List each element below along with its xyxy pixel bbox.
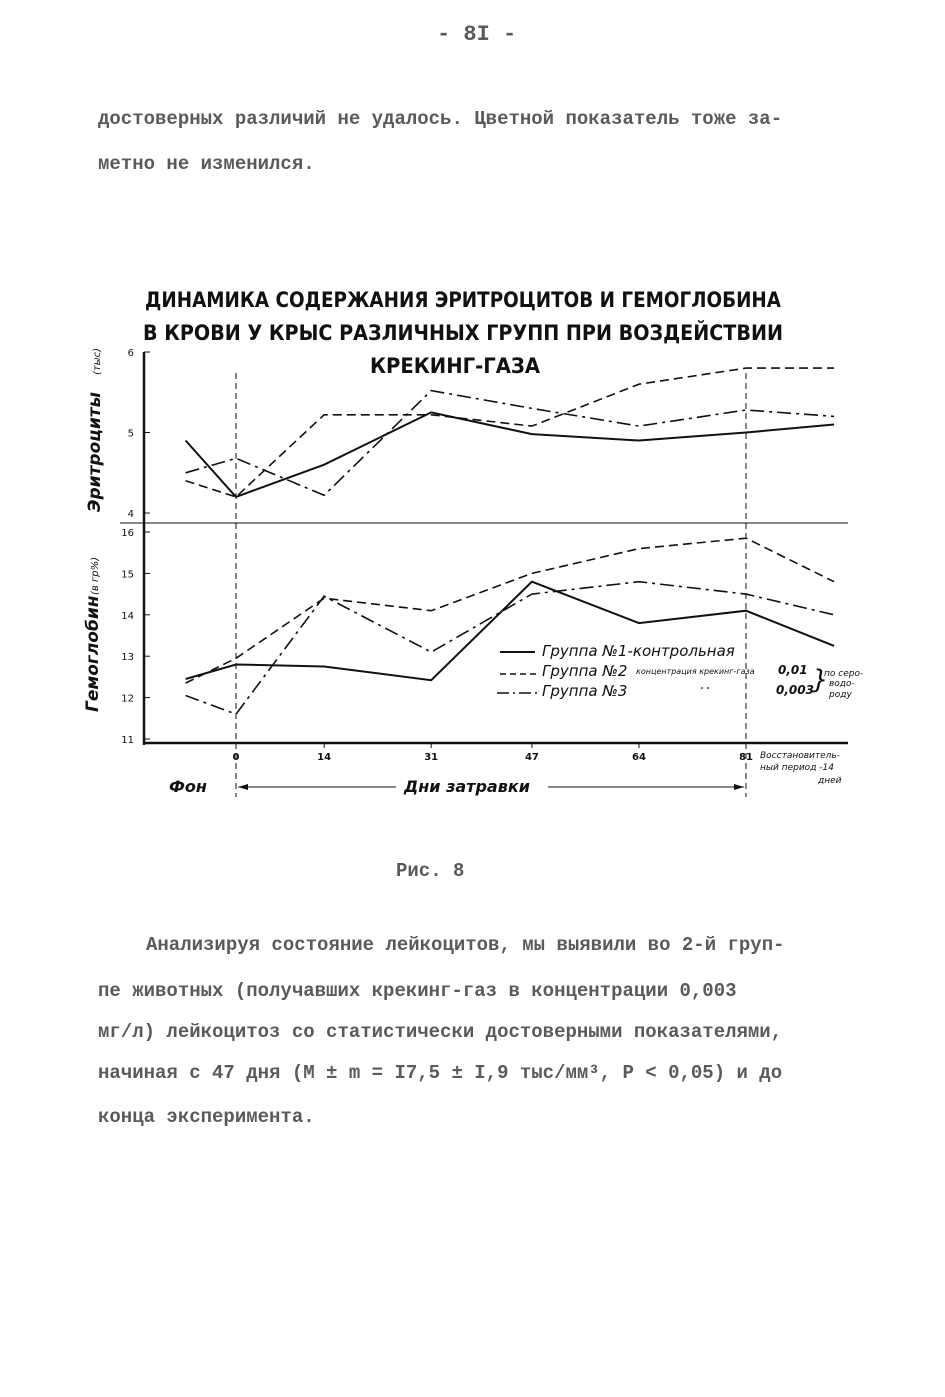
y-tick-label: 5 [127,428,134,440]
legend-label: Группа №2 [542,662,628,680]
figure-caption: Рис. 8 [396,860,465,882]
hemoglobin-series-line-2 [186,538,835,683]
hemoglobin-series-line-3 [186,582,835,715]
y-tick-label: 13 [121,652,134,664]
y-tick-label: 12 [121,693,134,705]
upper-y-axis-unit: (тыс) [92,347,103,375]
paragraph-line: начиная с 47 дня (M ± m = I7,5 ± I,9 тыс/мм³, P < 0,05) и до [98,1062,783,1084]
y-tick-label: 4 [127,509,134,520]
legend-label: Группа №3 [542,682,628,700]
y-tick-label: 16 [121,528,134,539]
x-tick-label: 0 [232,752,240,763]
chart-title [143,288,846,378]
lower-y-axis-label: Гемоглобин [83,595,103,712]
y-tick-label: 15 [121,569,134,581]
y-tick-label: 11 [121,735,134,746]
paragraph-line: пе животных (получавших крекинг-газ в концентрации 0,003 [98,980,737,1002]
legend-value: 0,003 [776,683,814,697]
paragraph-line: метно не изменился. [98,153,315,175]
legend [497,642,863,700]
chart-title-line: В КРОВИ У КРЫС РАЗЛИЧНЫХ ГРУПП ПРИ ВОЗДЕЙСТВИИ [143,321,846,345]
fon-label: Фон [169,777,207,796]
chart-title-line: ДИНАМИКА СОДЕРЖАНИЯ ЭРИТРОЦИТОВ И ГЕМОГЛОБИНА [145,288,782,312]
paragraph-line: мг/л) лейкоцитоз со статистически достоверными показателями, [98,1021,783,1043]
recovery-note: Восстановитель- [760,751,840,761]
paragraph-line: Анализируя состояние лейкоцитов, мы выявили во 2-й груп- [146,934,785,956]
recovery-note: ный период -14 [760,763,834,773]
upper-y-axis-label: Эритроциты [85,392,105,512]
x-tick-label: 81 [739,752,753,763]
recovery-note: дней [818,776,842,786]
days-label: Дни затравки [404,777,530,796]
page-number: - 8I - [437,22,517,47]
y-tick-label: 14 [121,610,134,622]
x-tick-label: 47 [524,752,539,763]
erythrocytes-series-line-1 [186,412,835,497]
legend-brace-note: роду [829,690,852,700]
legend-brace-note: водо- [829,679,855,689]
chart-title-line: КРЕКИНГ-ГАЗА [370,354,541,378]
legend-note: концентрация крекинг-газа [636,667,755,676]
hemoglobin-series-line-1 [186,582,835,681]
legend-label: Группа №1-контрольная [542,642,735,660]
y-tick-label: 6 [127,348,134,359]
x-tick-label: 31 [424,752,439,763]
lower-y-axis-unit: (в гр%) [90,557,101,595]
legend-brace-note: по серо- [824,669,864,679]
x-tick-label: 14 [317,752,332,763]
legend-brace: } [812,665,829,695]
days-arrowhead-right [734,784,744,790]
x-tick-label: 64 [632,752,646,763]
paragraph-line: достоверных различий не удалось. Цветной показатель тоже за- [98,108,783,130]
days-arrowhead-left [238,784,248,790]
paragraph-line: конца эксперимента. [98,1106,315,1128]
legend-value: 0,01 [778,663,808,677]
legend-ditto: " " [700,686,710,695]
